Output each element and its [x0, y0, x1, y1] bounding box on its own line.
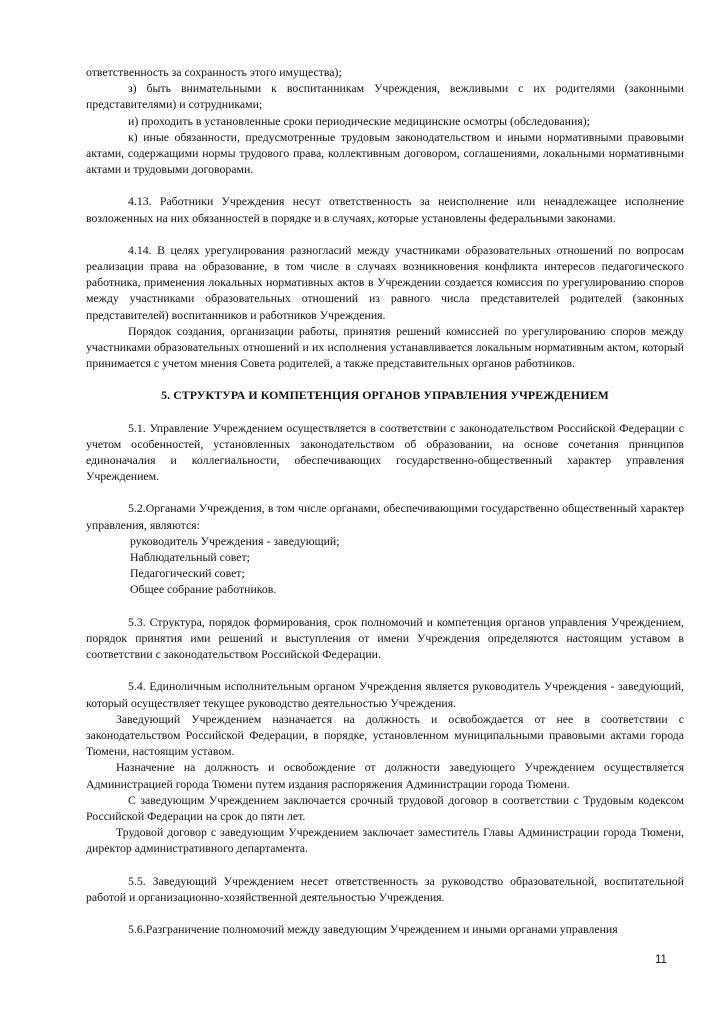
document-page: [86, 64, 684, 937]
list-item: Педагогический совет;: [130, 566, 245, 581]
paragraph-4-14-procedure: Порядок создания, организации работы, принятия решений комиссией по урегулированию споров между участниками образовательных отношений и их исполнения устанавливается локальным нормативным актом, который принимается с учетом мнения Совета родителей, а также представительных органов работников.: [86, 323, 684, 371]
paragraph-5-4: 5.4. Единоличным исполнительным органом Учреждения является руководитель Учреждения - заведующий, который осуществляет текущее руководство деятельностью Учреждения.: [86, 679, 684, 710]
organs-list: [86, 533, 684, 598]
paragraph-5-6: 5.6.Разграничение полномочий между заведующим Учреждением и иными органами управления: [128, 921, 618, 936]
paragraph-5-3: 5.3. Структура, порядок формирования, срок полномочий и компетенция органов управления Учреждением, порядок принятия ими решений и выступления от имени Учреждения определяются настоящим уставом в соответствии с законодательством Российской Федерации.: [86, 614, 684, 662]
paragraph-4-14: 4.14. В целях урегулирования разногласий между участниками образовательных отношений по вопросам реализации права на образование, в том числе в случаях возникновения конфликта интересов педагогического работника, применения локальных нормативных актов в Учреждении создается комиссия по урегулированию споров между участниками образовательных отношений из равного числа представителей родителей (законных представителей) воспитанников и работников Учреждения.: [86, 242, 684, 322]
list-item: Общее собрание работников.: [130, 582, 277, 597]
list-item: Наблюдательный совет;: [130, 550, 250, 565]
list-item: руководитель Учреждения - заведующий;: [130, 533, 340, 548]
paragraph-5-4-appointment: Заведующий Учреждением назначается на должность и освобождается от нее в соответствии с законодательством Российской Федерации, в порядке, установленном муниципальными правовыми актами города Тюмени, настоящим уставом.: [86, 711, 684, 759]
paragraph-duty-k: к) иные обязанности, предусмотренные трудовым законодательством и иными нормативными правовыми актами, содержащими нормы трудового права, коллективным договором, соглашениями, локальными нормативными актами и трудовыми договорами.: [86, 129, 684, 177]
paragraph-duty-z: з) быть внимательными к воспитанникам Учреждения, вежливыми с их родителями (законными представителями) и сотрудниками;: [86, 81, 684, 112]
paragraph-5-4-contract: С заведующим Учреждением заключается срочный трудовой договор в соответствии с Трудовым кодексом Российской Федерации на срок до пяти лет.: [86, 792, 684, 823]
paragraph-5-2: 5.2.Органами Учреждения, в том числе органами, обеспечивающими государственно общественный характер управления, являются:: [86, 501, 684, 532]
page-number: 11: [655, 954, 667, 966]
paragraph-duty-i: и) проходить в установленные сроки периодические медицинские осмотры (обследования);: [128, 113, 590, 128]
paragraph-5-5: 5.5. Заведующий Учреждением несет ответственность за руководство образовательной, воспитательной работой и организационно-хозяйственной деятельностью Учреждения.: [86, 873, 684, 904]
paragraph-5-4-signatory: Трудовой договор с заведующим Учреждением заключает заместитель Главы Администрации города Тюмени, директор административного департамента.: [86, 825, 684, 856]
paragraph-4-13: 4.13. Работники Учреждения несут ответственность за неисполнение или ненадлежащее исполнение возложенных на них обязанностей в порядке и в случаях, которые установлены федеральными законами.: [86, 194, 684, 225]
paragraph-5-4-administration: Назначение на должность и освобождение от должности заведующего Учреждением осуществляется Администрацией города Тюмени путем издания распоряжения Администрации города Тюмени.: [86, 760, 684, 791]
paragraph-5-1: 5.1. Управление Учреждением осуществляется в соответствии с законодательством Российской Федерации с учетом особенностей, установленных законодательством об образовании, на основе сочетания принципов единоначалия и коллегиальности, обеспечивающих государственно-общественный характер управления Учреждением.: [86, 420, 684, 484]
paragraph-responsibility-property: ответственность за сохранность этого имущества);: [86, 65, 342, 79]
section-5-heading: 5. СТРУКТУРА И КОМПЕТЕНЦИЯ ОРГАНОВ УПРАВЛЕНИЯ УЧРЕЖДЕНИЕМ: [161, 388, 609, 403]
